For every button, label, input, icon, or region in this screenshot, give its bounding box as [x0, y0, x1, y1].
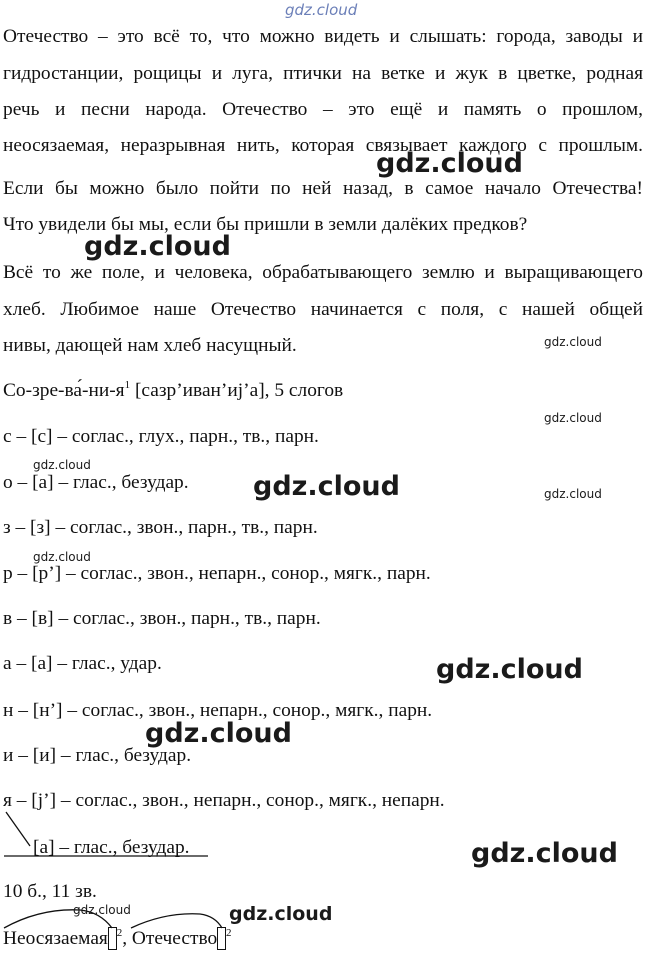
morpheme-word: Отечество: [131, 928, 218, 949]
phonetic-row: р – [р’] – соглас., звон., непарн., сонор., мягк., парн.: [3, 563, 431, 584]
analyzed-word: Со-зре-ва́-ни-я: [3, 380, 125, 401]
text-line: Отечество – это всё то, что можно видеть и слышать: города, заводы и: [3, 26, 643, 47]
watermark: gdz.cloud: [145, 718, 292, 749]
watermark: gdz.cloud: [84, 231, 231, 262]
text-line: Что увидели бы мы, если бы пришли в земли далёких предков?: [3, 214, 528, 235]
phonetic-row: я – [j’] – соглас., звон., непарн., сонор., мягк., непарн.: [3, 790, 445, 811]
text-line: Если бы можно было пойти по ней назад, в самое начало Отечества!: [3, 178, 643, 199]
task-number: 1: [124, 379, 131, 391]
root-arc: [131, 914, 222, 928]
watermark-small: gdz.cloud: [544, 487, 602, 501]
watermark-small: gdz.cloud: [33, 550, 91, 564]
task-number: 2: [116, 927, 123, 939]
watermark: gdz.cloud: [253, 471, 400, 502]
watermark-top: gdz.cloud: [285, 1, 358, 19]
phonetic-row: [а] – глас., безудар.: [33, 837, 190, 858]
transcription: [сазр’иван’иj’а], 5 слогов: [130, 380, 344, 401]
text-line: гидростанции, рощицы и луга, птички на ветке и жук в цветке, родная: [3, 63, 643, 84]
phonetic-row: и – [и] – глас., безудар.: [3, 745, 192, 766]
watermark-small: gdz.cloud: [73, 903, 131, 917]
text-line: нивы, дающей нам хлеб насущный.: [3, 335, 297, 356]
watermark: gdz.cloud: [471, 838, 618, 869]
phonetic-row: в – [в] – соглас., звон., парн., тв., парн.: [3, 608, 321, 629]
phonetic-row: н – [н’] – соглас., звон., непарн., сонор., мягк., парн.: [3, 700, 433, 721]
task-number: 2: [226, 927, 232, 939]
phonetic-row: о – [а] – глас., безудар.: [3, 472, 189, 493]
phonetic-row: а – [а] – глас., удар.: [3, 653, 162, 674]
morpheme-word: Неосязаемая: [3, 928, 108, 949]
watermark-small: gdz.cloud: [544, 411, 602, 425]
link-stroke: [6, 812, 30, 846]
text-line: речь и песни народа. Отечество – это ещё и память о прошлом,: [3, 99, 643, 120]
watermark: gdz.cloud: [229, 903, 333, 925]
phonetic-row: з – [з] – соглас., звон., парн., тв., парн.: [3, 517, 318, 538]
text-line: неосязаемая, неразрывная нить, которая связывает каждого с прошлым.: [3, 135, 643, 156]
watermark: gdz.cloud: [376, 148, 523, 179]
watermark: gdz.cloud: [436, 654, 583, 685]
text-line: хлеб. Любимое наше Отечество начинается с поля, с нашей общей: [3, 299, 643, 320]
phonetic-row: с – [с] – соглас., глух., парн., тв., парн.: [3, 426, 319, 447]
watermark-small: gdz.cloud: [544, 335, 602, 349]
text-line: Всё то же поле, и человека, обрабатывающего землю и выращивающего: [3, 262, 643, 283]
summary: 10 б., 11 зв.: [3, 881, 97, 902]
watermark-small: gdz.cloud: [33, 458, 91, 472]
separator: ,: [122, 928, 132, 949]
